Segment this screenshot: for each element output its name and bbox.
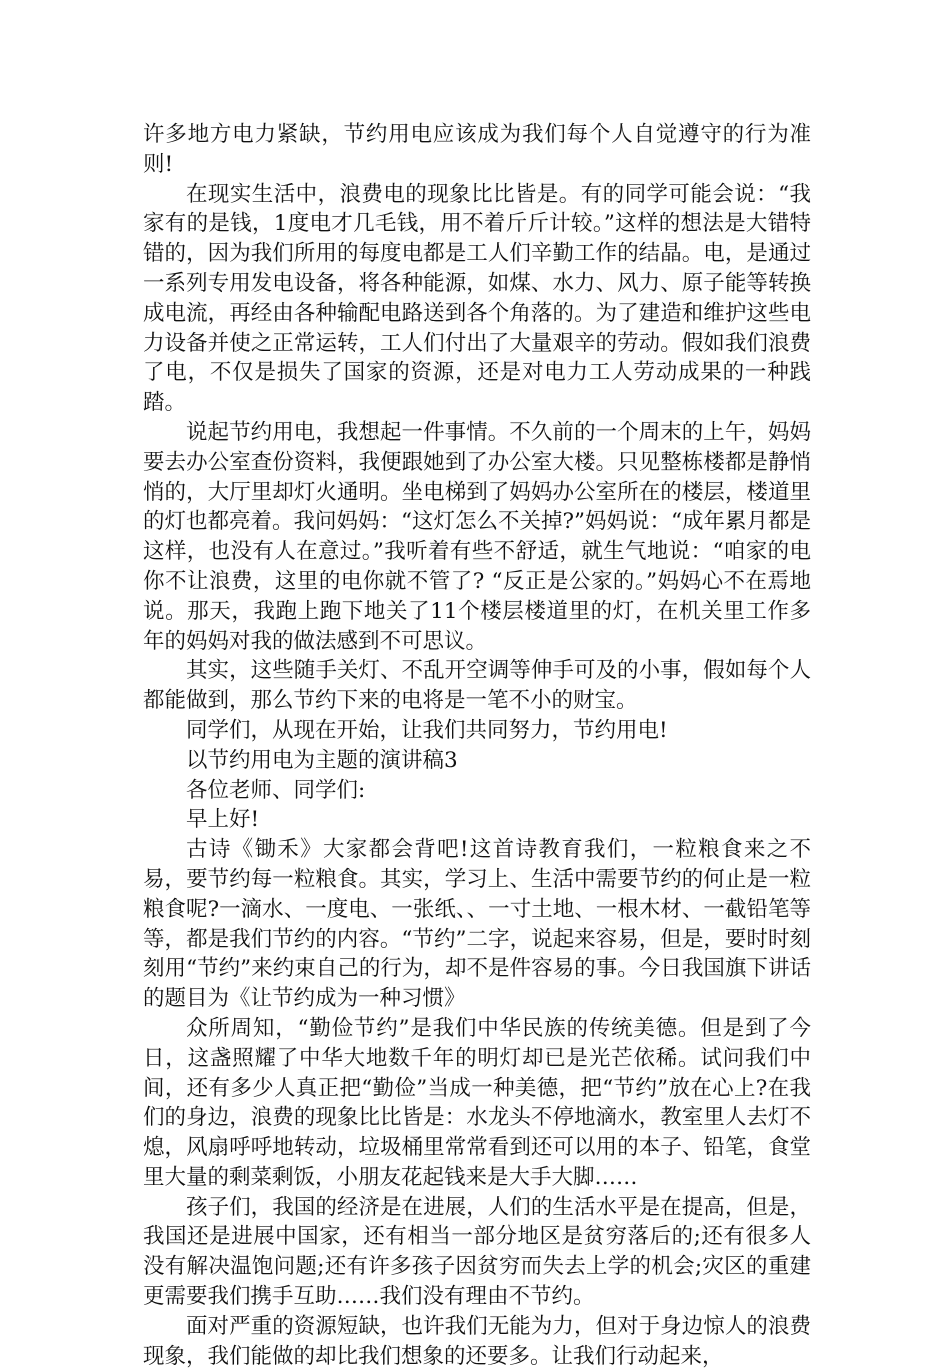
paragraph: 说起节约用电，我想起一件事情。不久前的一个周末的上午，妈妈要去办公室查份资料，我便跟她到了办公室大楼。只见整栋楼都是静悄悄的，大厅里却灯火通明。坐电梯到了妈妈办公室所在的楼层，楼道里的灯也都亮着。我问妈妈：“这灯怎么不关掉?”妈妈说：“成年累月都是这样，也没有人在意过。”我听着有些不舒适，就生气地说：“咱家的电你不让浪费，这里的电你就不管了? “反正是公家的。”妈妈心不在焉地说。那天，我跑上跑下地关了11个楼层楼道里的灯，在机关里工作多年的妈妈对我的做法感到不可思议。 <box>143 419 812 654</box>
salutation: 各位老师、同学们: <box>186 777 366 803</box>
paragraph: 其实，这些随手关灯、不乱开空调等伸手可及的小事，假如每个人都能做到，那么节约下来的电将是一笔不小的财宝。 <box>143 658 811 714</box>
section-title: 以节约用电为主题的演讲稿3 <box>186 747 458 773</box>
greeting: 早上好! <box>186 807 260 833</box>
paragraph: 同学们，从现在开始，让我们共同努力，节约用电! <box>186 717 668 743</box>
paragraph: 许多地方电力紧缺，节约用电应该成为我们每个人自觉遵守的行为准则! <box>143 122 811 177</box>
document-body <box>143 120 811 1371</box>
paragraph: 孩子们，我国的经济是在进展，人们的生活水平是在提高，但是，我国还是进展中国家，还有相当一部分地区是贫穷落后的;还有很多人没有解决温饱问题;还有许多孩子因贫穷而失去上学的机会;灾区的重建更需要我们携手互助……我们没有理由不节约。 <box>143 1194 811 1310</box>
paragraph: 面对严重的资源短缺，也许我们无能为力，但对于身边惊人的浪费现象，我们能做的却比我们想象的还要多。让我们行动起来， <box>143 1313 811 1369</box>
paragraph: 众所周知，“勤俭节约”是我们中华民族的传统美德。但是到了今日，这盏照耀了中华大地数千年的明灯却已是光芒依稀。试问我们中间，还有多少人真正把“勤俭”当成一种美德，把“节约”放在心上?在我们的身边，浪费的现象比比皆是：水龙头不停地滴水，教室里人去灯不熄，风扇呼呼地转动，垃圾桶里常常看到还可以用的本子、铅笔，食堂里大量的剩菜剩饭，小朋友花起钱来是大手大脚…… <box>143 1015 811 1190</box>
paragraph: 古诗《锄禾》大家都会背吧!这首诗教育我们，一粒粮食来之不易，要节约每一粒粮食。其实，学习上、生活中需要节约的何止是一粒粮食呢?一滴水、一度电、一张纸、、一寸土地、一根木材、一截铅笔等等，都是我们节约的内容。“节约”二字，说起来容易，但是，要时时刻刻用“节约”来约束自己的行为，却不是件容易的事。今日我国旗下讲话的题目为《让节约成为一种习惯》 <box>143 837 811 1012</box>
paragraph: 在现实生活中，浪费电的现象比比皆是。有的同学可能会说：“我家有的是钱，1度电才几毛钱，用不着斤斤计较。”这样的想法是大错特错的，因为我们所用的每度电都是工人们辛勤工作的结晶。电，是通过一系列专用发电设备，将各种能源，如煤、水力、风力、原子能等转换成电流，再经由各种输配电路送到各个角落的。为了建造和维护这些电力设备并使之正常运转，工人们付出了大量艰辛的劳动。假如我们浪费了电，不仅是损失了国家的资源，还是对电力工人劳动成果的一种践踏。 <box>143 181 811 416</box>
